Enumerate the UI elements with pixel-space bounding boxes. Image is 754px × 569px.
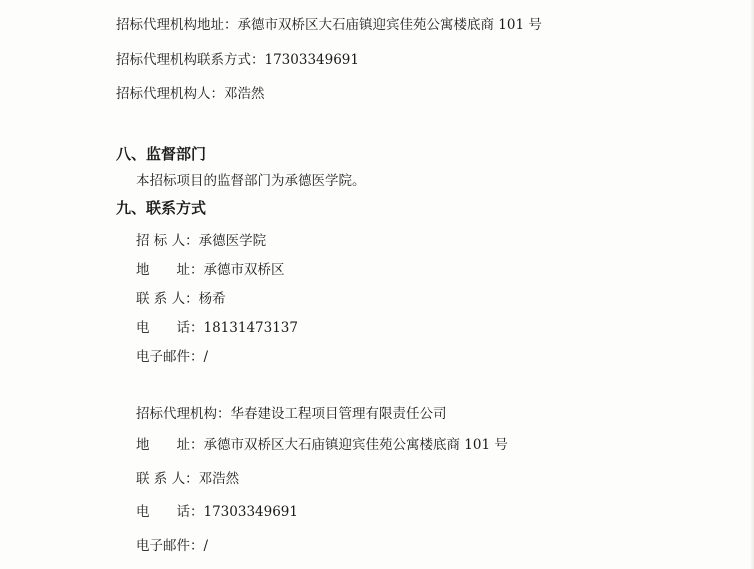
agency-block-phone-value: 17303349691 (203, 504, 298, 520)
agency-block-phone-line (136, 503, 298, 521)
agency-address-line (116, 16, 542, 34)
agency-block-address-value: 承德市双桥区大石庙镇迎宾佳苑公寓楼底商 101 号 (203, 437, 508, 453)
agency-contact-label: 招标代理机构联系方式： (116, 52, 265, 68)
tenderer-contact-value: 杨希 (198, 291, 226, 307)
tenderer-phone-line (136, 319, 298, 337)
tenderer-name-value: 承德医学院 (198, 233, 267, 249)
agency-block-address-line (136, 436, 508, 454)
tenderer-address-line (136, 261, 285, 279)
section-8-heading: 八、监督部门 (116, 145, 207, 163)
agency-block-email-value: / (203, 538, 209, 554)
tenderer-contact-line (136, 290, 226, 308)
tenderer-email-label: 电子邮件： (136, 349, 204, 365)
agency-person-value: 邓浩然 (224, 86, 265, 102)
tenderer-name-label: 招 标 人： (136, 233, 199, 249)
tenderer-email-value: / (203, 349, 209, 365)
agency-block-contact-label: 联 系 人： (136, 471, 199, 487)
section-9-heading: 九、联系方式 (116, 199, 207, 217)
tenderer-name-line (136, 232, 266, 250)
tenderer-address-value: 承德市双桥区 (203, 262, 285, 278)
agency-contact-line (116, 51, 359, 69)
tenderer-address-label: 地 址： (136, 262, 204, 278)
tenderer-phone-value: 18131473137 (203, 320, 298, 336)
agency-name-value: 华春建设工程项目管理有限责任公司 (230, 406, 447, 422)
tenderer-email-line (136, 348, 208, 366)
tenderer-phone-label: 电 话： (136, 320, 204, 336)
agency-name-label: 招标代理机构： (136, 406, 231, 422)
agency-person-label: 招标代理机构人： (116, 86, 224, 102)
agency-address-label: 招标代理机构地址： (116, 17, 238, 33)
agency-name-line (136, 405, 447, 423)
agency-address-value: 承德市双桥区大石庙镇迎宾佳苑公寓楼底商 101 号 (237, 17, 542, 33)
agency-block-email-label: 电子邮件： (136, 538, 204, 554)
agency-block-contact-value: 邓浩然 (198, 471, 240, 487)
agency-person-line (116, 85, 265, 103)
tenderer-contact-label: 联 系 人： (136, 291, 199, 307)
agency-contact-value: 17303349691 (264, 52, 359, 68)
agency-block-phone-label: 电 话： (136, 504, 204, 520)
agency-block-contact-line (136, 470, 239, 488)
agency-block-email-line (136, 537, 208, 555)
agency-block-address-label: 地 址： (136, 437, 204, 453)
section-8-text: 本招标项目的监督部门为承德医学院。 (136, 173, 366, 189)
scan-edge-shadow (750, 0, 754, 569)
